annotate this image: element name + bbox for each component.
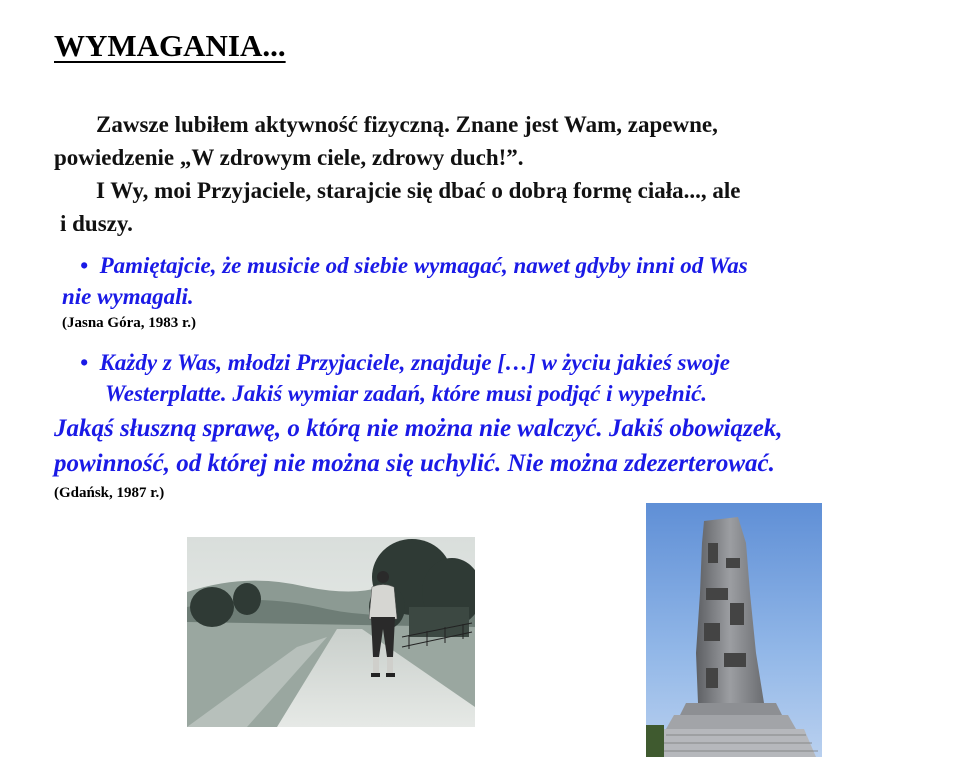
quote1-line-2: nie wymagali.: [62, 284, 194, 309]
quote1-text-1: Pamiętajcie, że musicie od siebie wymagać, nawet gdyby inni od Was: [99, 253, 748, 278]
quote2-line-1: [80, 350, 730, 376]
intro-line-4: i duszy.: [60, 211, 133, 236]
quote1-source: (Jasna Góra, 1983 r.): [62, 315, 197, 331]
quote2-line-3: Jakąś słuszną sprawę, o którą nie można nie walczyć. Jakiś obowiązek,: [54, 415, 783, 442]
photo-walking-man: [187, 537, 475, 727]
photo-westerplatte-monument: [646, 503, 822, 757]
quote2-line-2: Westerplatte. Jakiś wymiar zadań, które musi podjąć i wypełnić.: [105, 381, 708, 406]
bullet-icon: •: [80, 350, 89, 375]
page-title: WYMAGANIA...: [54, 28, 286, 63]
intro-line-2: powiedzenie „W zdrowym ciele, zdrowy duch!”.: [54, 145, 524, 170]
quote1-line-1: [80, 253, 748, 279]
quote2-line-4: powinność, od której nie można się uchylić. Nie można zdezerterować.: [54, 450, 775, 477]
bullet-icon: •: [80, 253, 89, 278]
intro-line-1: Zawsze lubiłem aktywność fizyczną. Znane jest Wam, zapewne,: [96, 112, 718, 137]
quote2-source: (Gdańsk, 1987 r.): [54, 485, 165, 501]
quote2-text-1: Każdy z Was, młodzi Przyjaciele, znajduje […] w życiu jakieś swoje: [99, 350, 730, 375]
intro-line-3: I Wy, moi Przyjaciele, starajcie się dbać o dobrą formę ciała..., ale: [96, 178, 741, 203]
